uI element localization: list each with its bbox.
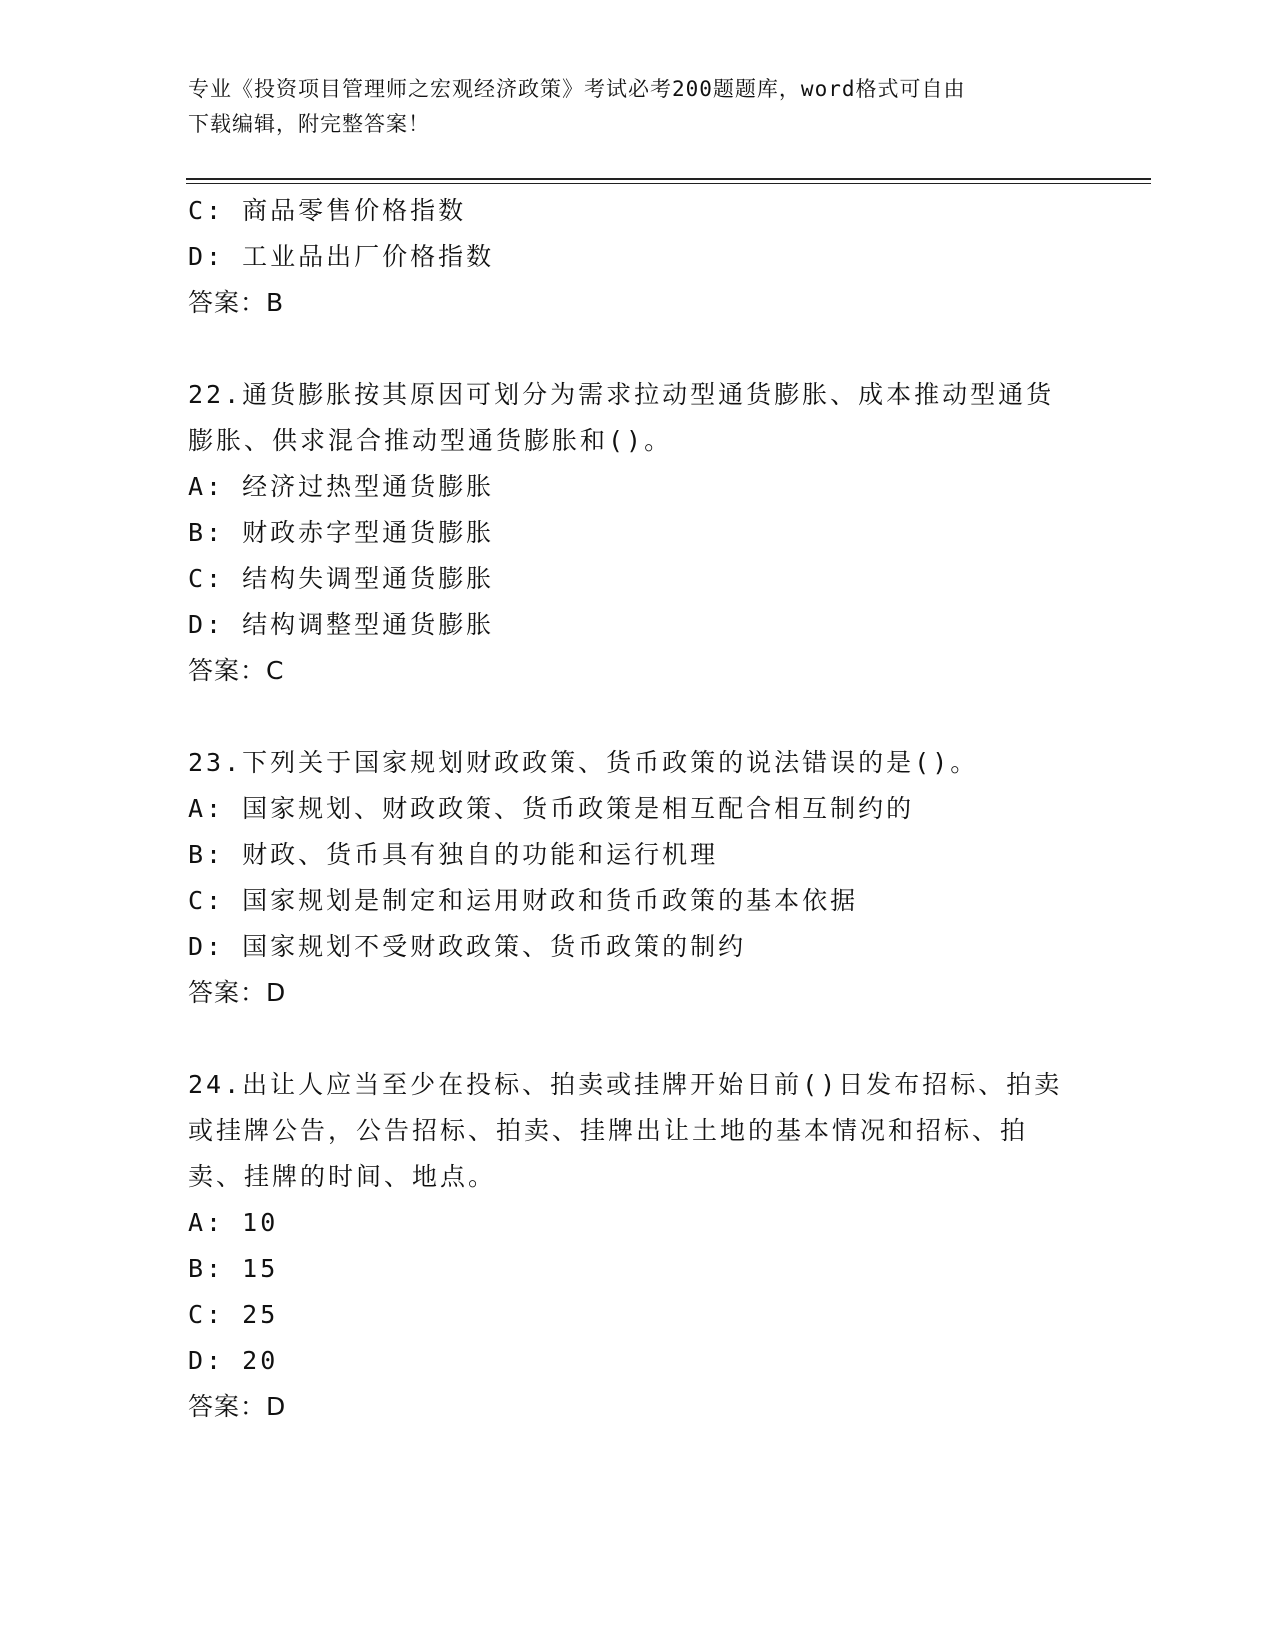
- answer-line: 答案：D: [188, 1392, 287, 1421]
- question-stem: 22.通货膨胀按其原因可划分为需求拉动型通货膨胀、成本推动型通货: [188, 380, 1055, 409]
- option-c: C: 商品零售价格指数: [188, 196, 467, 225]
- document-header: [188, 72, 1068, 142]
- option-b: B: 15: [188, 1254, 279, 1283]
- header-divider-thin: [186, 183, 1151, 184]
- question-continued: [188, 188, 1088, 326]
- answer-line: 答案：C: [188, 656, 285, 685]
- option-a: A: 10: [188, 1208, 279, 1237]
- header-divider: [186, 178, 1151, 180]
- header-line: 下载编辑，附完整答案！: [188, 112, 430, 136]
- option-d: D: 结构调整型通货膨胀: [188, 610, 495, 639]
- option-c: C: 结构失调型通货膨胀: [188, 564, 495, 593]
- answer-line: 答案：D: [188, 978, 287, 1007]
- header-line: 专业《投资项目管理师之宏观经济政策》考试必考200题题库，word格式可自由: [188, 77, 966, 101]
- question-23: [188, 740, 1088, 1016]
- option-b: B: 财政、货币具有独自的功能和运行机理: [188, 840, 719, 869]
- question-stem: 膨胀、供求混合推动型通货膨胀和()。: [188, 426, 673, 455]
- option-c: C: 国家规划是制定和运用财政和货币政策的基本依据: [188, 886, 859, 915]
- question-stem: 卖、挂牌的时间、地点。: [188, 1162, 497, 1191]
- question-stem: 23.下列关于国家规划财政政策、货币政策的说法错误的是()。: [188, 748, 979, 777]
- option-a: A: 国家规划、财政政策、货币政策是相互配合相互制约的: [188, 794, 915, 823]
- option-c: C: 25: [188, 1300, 279, 1329]
- option-d: D: 国家规划不受财政政策、货币政策的制约: [188, 932, 747, 961]
- answer-line: 答案：B: [188, 288, 285, 317]
- question-stem: 24.出让人应当至少在投标、拍卖或挂牌开始日前()日发布招标、拍卖: [188, 1070, 1063, 1099]
- option-d: D: 工业品出厂价格指数: [188, 242, 495, 271]
- option-a: A: 经济过热型通货膨胀: [188, 472, 495, 501]
- option-b: B: 财政赤字型通货膨胀: [188, 518, 495, 547]
- question-22: [188, 372, 1088, 694]
- question-stem: 或挂牌公告，公告招标、拍卖、挂牌出让土地的基本情况和招标、拍: [188, 1116, 1029, 1145]
- question-list: [188, 188, 1088, 1430]
- question-24: [188, 1062, 1088, 1430]
- option-d: D: 20: [188, 1346, 279, 1375]
